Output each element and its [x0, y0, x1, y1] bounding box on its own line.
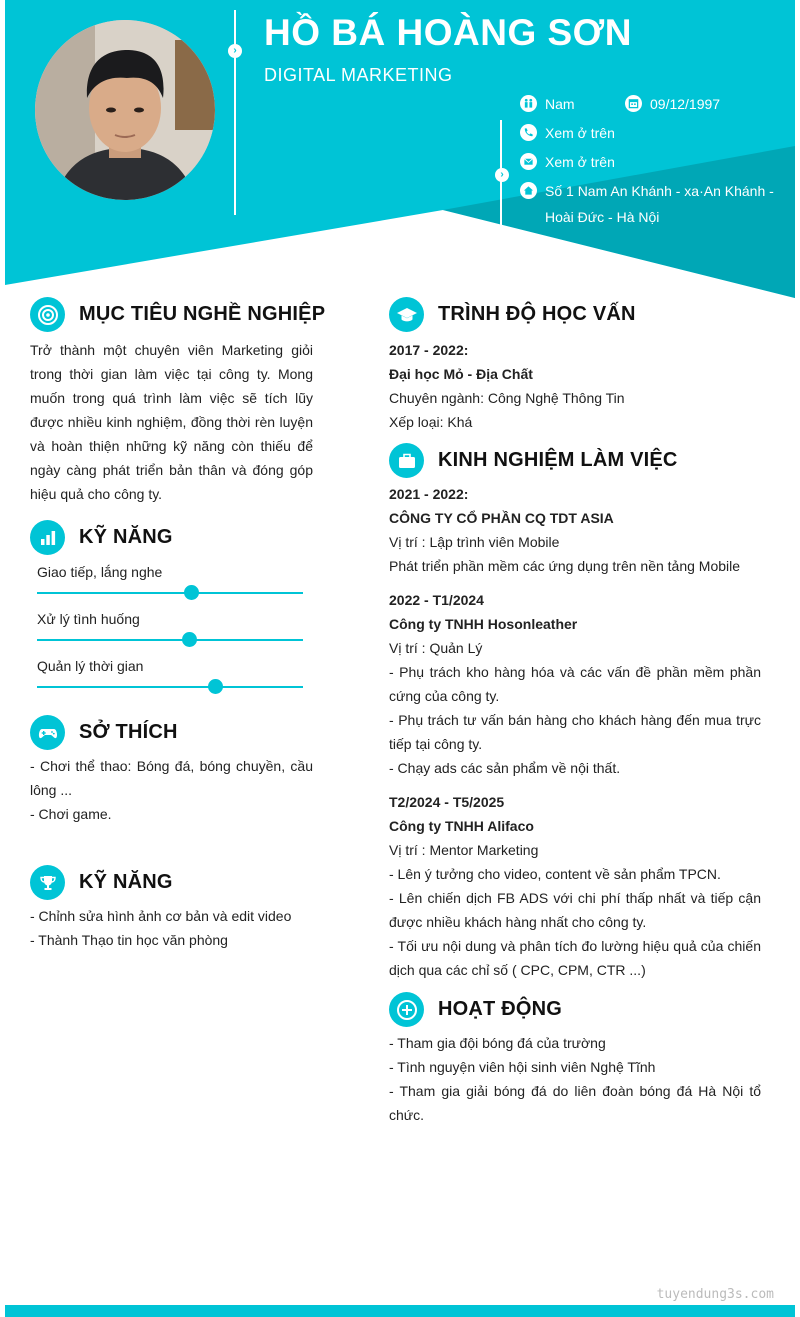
skills-heading: KỸ NĂNG: [30, 520, 173, 555]
hobbies-text: - Chơi thể thao: Bóng đá, bóng chuyền, cầu lông ... - Chơi game.: [30, 758, 313, 822]
email-item: [520, 149, 615, 175]
job-company: CÔNG TY CỔ PHẦN CQ TDT ASIA: [389, 510, 614, 526]
skill-level-knob: [208, 679, 223, 694]
experience-job: [389, 790, 761, 982]
bar-chart-icon: [30, 520, 65, 555]
plus-circle-icon: [389, 992, 424, 1027]
skill-item: Xử lý tình huống: [37, 610, 303, 641]
chevron-right-icon: ›: [228, 44, 242, 58]
avatar: [35, 20, 215, 200]
job-line: Vị trí : Mentor Marketing: [389, 842, 539, 858]
gender-text: Nam: [545, 96, 575, 112]
job-company: Công ty TNHH Hosonleather: [389, 616, 578, 632]
education-period: 2017 - 2022:: [389, 342, 469, 358]
education-details: [389, 338, 761, 434]
education-heading: TRÌNH ĐỘ HỌC VẤN: [389, 297, 636, 332]
gender-item: [520, 91, 575, 117]
gender-icon: [520, 95, 537, 112]
chevron-right-icon: ›: [495, 168, 509, 182]
calendar-icon: [625, 95, 642, 112]
candidate-name: HỒ BÁ HOÀNG SƠN: [264, 12, 632, 53]
job-line: - Lên ý tưởng cho video, content về sản phẩm TPCN.: [389, 866, 721, 882]
activities-heading: HOẠT ĐỘNG: [389, 992, 562, 1027]
skill-level-bar: [37, 686, 303, 688]
phone-item: [520, 120, 615, 146]
header-divider: [234, 10, 236, 215]
job-line: - Tối ưu nội dung và phân tích đo lường hiệu quả của chiến dịch qua các chỉ số ( CPC, CPM, CTR ...): [389, 938, 761, 978]
address-item: [520, 178, 780, 230]
skills2-heading: KỸ NĂNG: [30, 865, 173, 900]
objective-text: Trở thành một chuyên viên Marketing giỏi trong thời gian làm việc tại công ty. Mong muốn trong quá trình làm việc sẽ tích lũy được nhiều kinh nghiệm, đồng thời rèn luyện và hoàn thiện những kỹ năng còn thiếu để ngày càng phát triển bản thân và đóng góp hiệu quả cho công ty.: [30, 342, 313, 502]
hobbies-heading: SỞ THÍCH: [30, 715, 178, 750]
phone-icon: [520, 124, 537, 141]
activities-text: - Tham gia đội bóng đá của trường - Tình nguyện viên hội sinh viên Nghệ Tĩnh - Tham gia giải bóng đá do liên đoàn bóng đá Hà Nội tổ chức.: [389, 1035, 761, 1123]
job-line: - Lên chiến dịch FB ADS với chi phí thấp nhất và tiếp cận được nhiều khách hàng nhất cho công ty.: [389, 890, 761, 930]
skill-level-knob: [182, 632, 197, 647]
watermark: tuyendung3s.com: [656, 1287, 774, 1302]
job-line: - Phụ trách kho hàng hóa và các vấn đề phần mềm phần cứng của công ty.: [389, 664, 761, 704]
job-period: 2021 - 2022:: [389, 486, 469, 502]
skills2-text: - Chỉnh sửa hình ảnh cơ bản và edit video - Thành Thạo tin học văn phòng: [30, 908, 292, 948]
objective-heading: MỤC TIÊU NGHỀ NGHIỆP: [30, 297, 325, 332]
gamepad-icon: [30, 715, 65, 750]
job-line: - Phụ trách tư vấn bán hàng cho khách hàng đến mua trực tiếp tại công ty.: [389, 712, 761, 752]
target-icon: [30, 297, 65, 332]
job-line: Phát triển phần mềm các ứng dụng trên nền tảng Mobile: [389, 558, 741, 574]
experience-job: [389, 482, 761, 578]
job-company: Công ty TNHH Alifaco: [389, 818, 534, 834]
skill-item: Quản lý thời gian: [37, 657, 303, 688]
dob-item: [625, 91, 720, 117]
footer-bar: [5, 1305, 795, 1317]
skill-level-bar: [37, 639, 303, 641]
job-period: 2022 - T1/2024: [389, 592, 484, 608]
experience-job: [389, 588, 761, 780]
trophy-icon: [30, 865, 65, 900]
address-text: Số 1 Nam An Khánh - xa·An Khánh - Hoài Đức - Hà Nội: [545, 183, 774, 225]
skill-level-bar: [37, 592, 303, 594]
education-grade: Xếp loại: Khá: [389, 414, 473, 430]
skill-item: Giao tiếp, lắng nghe: [37, 563, 303, 594]
job-line: Vị trí : Lập trình viên Mobile: [389, 534, 560, 550]
job-line: - Chạy ads các sản phẩm về nội thất.: [389, 760, 621, 776]
education-school: Đại học Mỏ - Địa Chất: [389, 366, 533, 382]
briefcase-icon: [389, 443, 424, 478]
home-icon: [520, 182, 537, 199]
dob-text: 09/12/1997: [650, 96, 721, 112]
envelope-icon: [520, 153, 537, 170]
job-line: Vị trí : Quản Lý: [389, 640, 483, 656]
candidate-title: DIGITAL MARKETING: [264, 65, 453, 85]
education-major: Chuyên ngành: Công Nghệ Thông Tin: [389, 390, 625, 406]
experience-heading: KINH NGHIỆM LÀM VIỆC: [389, 443, 678, 478]
graduation-cap-icon: [389, 297, 424, 332]
job-period: T2/2024 - T5/2025: [389, 794, 505, 810]
skill-level-knob: [184, 585, 199, 600]
phone-text: Xem ở trên: [545, 125, 615, 141]
email-text: Xem ở trên: [545, 154, 615, 170]
